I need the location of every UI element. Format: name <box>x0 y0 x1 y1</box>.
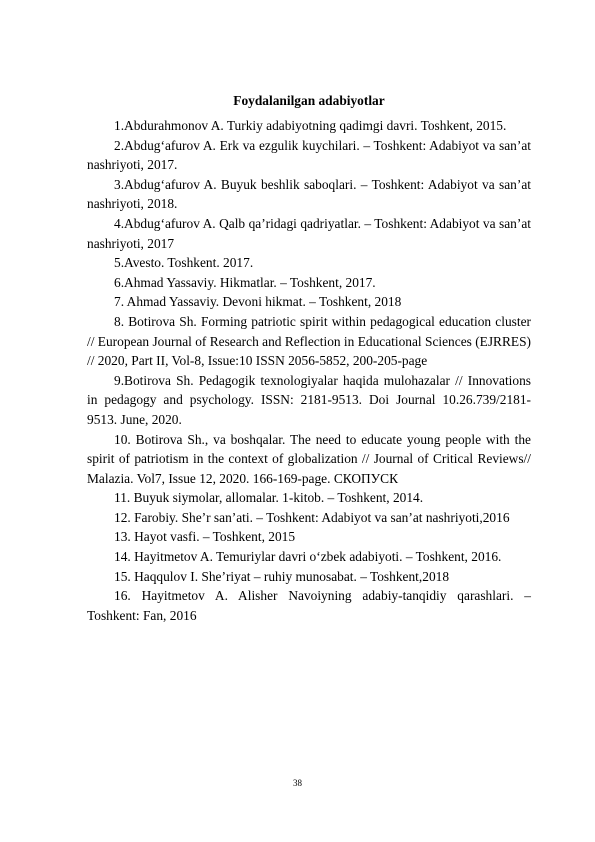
reference-item: 11. Buyuk siymolar, allomalar. 1-kitob. – Toshkent, 2014. <box>114 490 424 506</box>
reference-item: 3.Abdug‘afurov A. Buyuk beshlik saboqlari. – Toshkent: Adabiyot va san’at nashriyoti, 2018. <box>87 176 531 212</box>
reference-item: 7. Ahmad Yassaviy. Devoni hikmat. – Toshkent, 2018 <box>114 294 402 310</box>
page-number: 38 <box>293 778 302 788</box>
reference-item: 1.Abdurahmonov A. Turkiy adabiyotning qadimgi davri. Toshkent, 2015. <box>114 118 507 133</box>
references-heading: Foydalanilgan adabiyotlar <box>233 93 385 108</box>
reference-item: 9.Botirova Sh. Pedagogik texnologiyalar haqida mulohazalar // Innovations in pedagogy and psychology. ISSN: 2181-9513. Doi Journal 10.26.739/2181- 9513. June, 2020. <box>87 372 531 427</box>
reference-item: 5.Avesto. Toshkent. 2017. <box>114 255 254 271</box>
reference-item: 15. Haqqulov I. She’riyat – ruhiy munosabat. – Toshkent,2018 <box>114 568 450 584</box>
reference-item: 14. Hayitmetov A. Temuriylar davri o‘zbek adabiyoti. – Toshkent, 2016. <box>114 549 502 565</box>
reference-item: 16. Hayitmetov A. Alisher Navoiyning adabiy-tanqidiy qarashlari. – Toshkent: Fan, 2016 <box>87 588 531 623</box>
reference-item: 8. Botirova Sh. Forming patriotic spirit within pedagogical education cluster // European Journal of Research and Reflection in Educational Sciences (EJRRES) // 2020, Part II, Vol-8, Issue:10 ISSN 2056-5852, 200-205-page <box>87 313 531 369</box>
reference-item: 4.Abdug‘afurov A. Qalb qa’ridagi qadriyatlar. – Toshkent: Adabiyot va san’at nashriyoti, 2017 <box>87 215 531 251</box>
references-list <box>87 116 531 625</box>
reference-item: 10. Botirova Sh., va boshqalar. The need to educate young people with the spirit of patriotism in the context of globalization // Journal of Critical Reviews// Malazia. Vol7, Issue 12, 2020. 166-169-page. СКОПУСК <box>87 431 531 486</box>
reference-item: 6.Ahmad Yassaviy. Hikmatlar. – Toshkent, 2017. <box>114 274 376 290</box>
reference-item: 12. Farobiy. She’r san’ati. – Toshkent: Adabiyot va san’at nashriyoti,2016 <box>114 509 510 525</box>
reference-item: 2.Abdug‘afurov A. Erk va ezgulik kuychilari. – Toshkent: Adabiyot va san’at nashriyoti, 2017. <box>87 137 531 173</box>
reference-item: 13. Hayot vasfi. – Toshkent, 2015 <box>114 529 296 545</box>
